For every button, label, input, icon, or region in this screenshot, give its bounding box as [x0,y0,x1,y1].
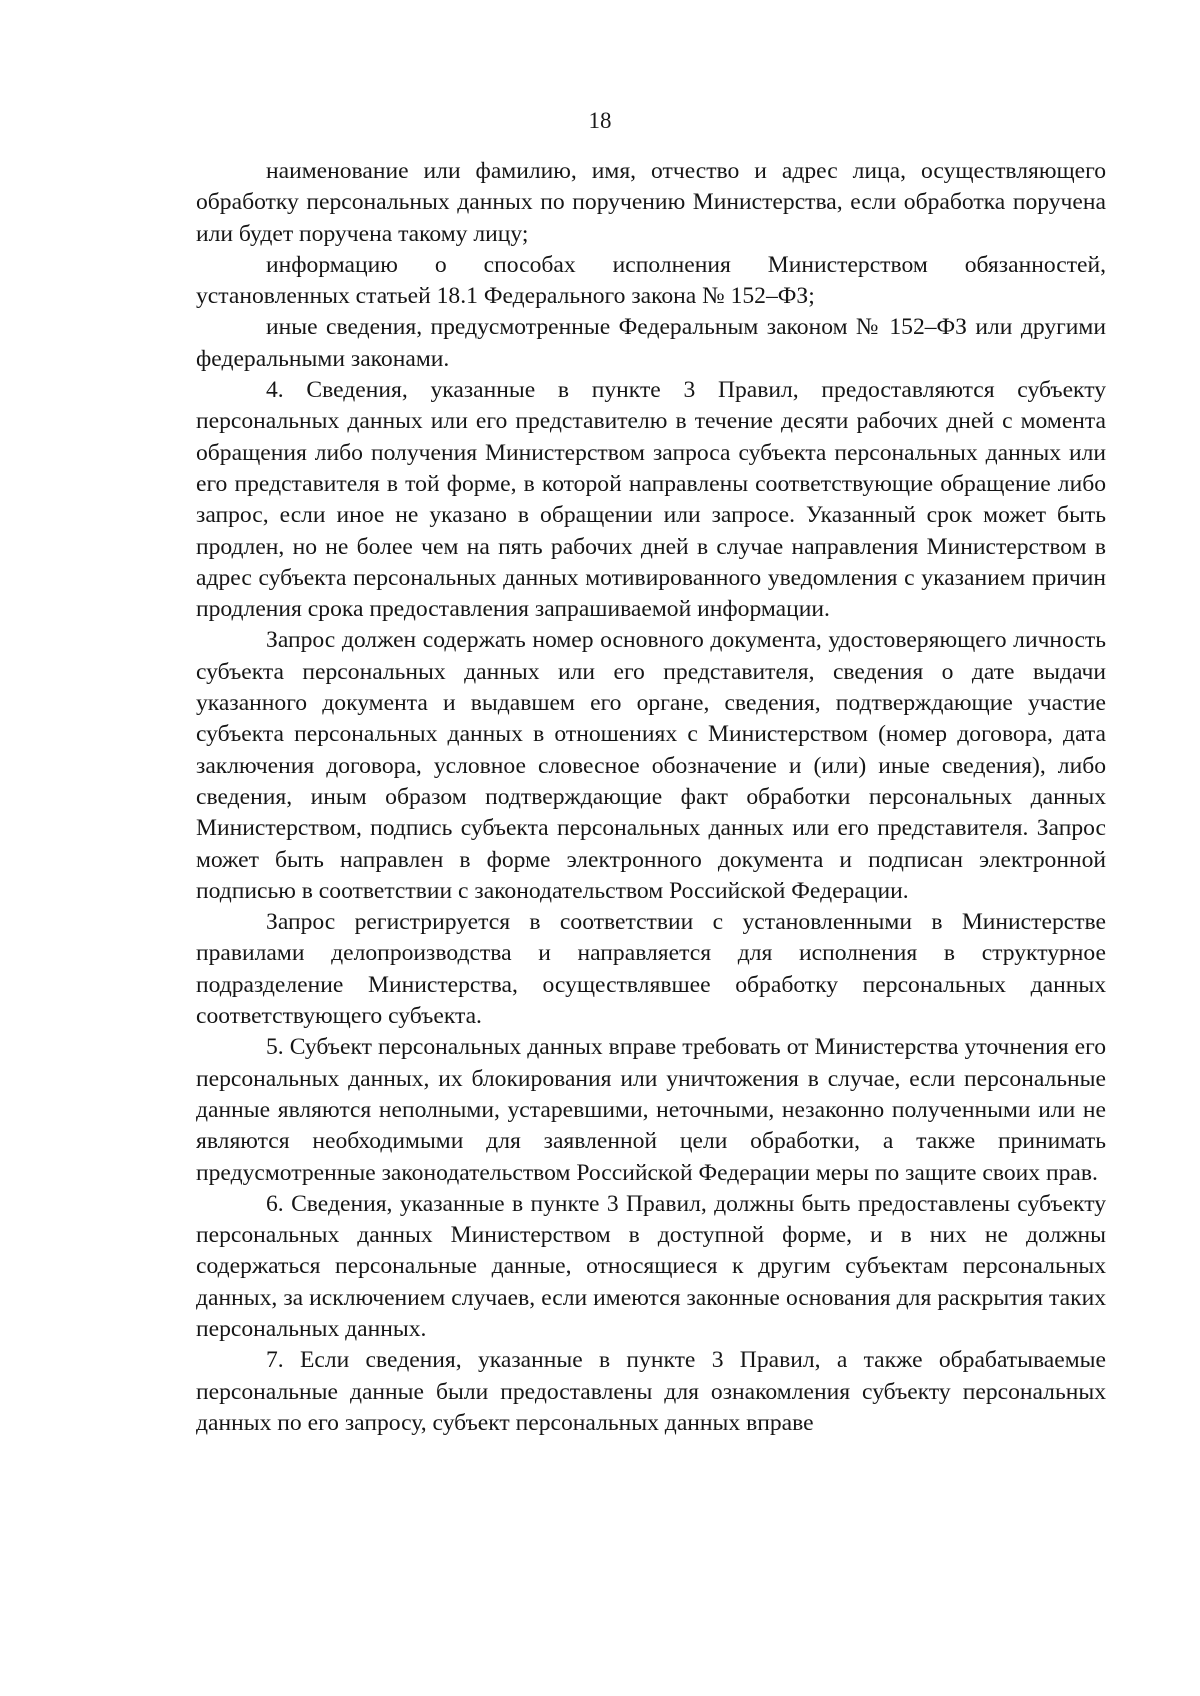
paragraph: иные сведения, предусмотренные Федеральным законом № 152–ФЗ или другими федеральными законами. [196,314,1106,372]
paragraph: Запрос должен содержать номер основного документа, удостоверяющего личность субъекта персональных данных или его представителя, сведения о дате выдачи указанного документа и выдавшем его органе, сведения, подтверждающие участие субъекта персональных данных в отношениях с Министерством (номер договора, дата заключения договора, условное словесное обозначение и (или) иные сведения), либо сведения, иным образом подтверждающие факт обработки персональных данных Министерством, подпись субъекта персональных данных или его представителя. Запрос может быть направлен в форме электронного документа и подписан электронной подписью в соответствии с законодательством Российской Федерации. [196,627,1106,904]
paragraph: наименование или фамилию, имя, отчество и адрес лица, осуществляющего обработку персональных данных по поручению Министерства, если обработка поручена или будет поручена такому лицу; [196,158,1106,247]
paragraph: 6. Сведения, указанные в пункте 3 Правил, должны быть предоставлены субъекту персональных данных Министерством в доступной форме, и в них не должны содержаться персональные данные, относящиеся к другим субъектам персональных данных, за исключением случаев, если имеются законные основания для раскрытия таких персональных данных. [196,1190,1106,1342]
document-body [196,156,1106,1439]
paragraph: 7. Если сведения, указанные в пункте 3 Правил, а также обрабатываемые персональные данные были предоставлены для ознакомления субъекту персональных данных по его запросу, субъект персональных данных вправе [196,1347,1106,1436]
paragraph: 4. Сведения, указанные в пункте 3 Правил, предоставляются субъекту персональных данных или его представителю в течение десяти рабочих дней с момента обращения либо получения Министерством запроса субъекта персональных данных или его представителя в той форме, в которой направлены соответствующие обращение либо запрос, если иное не указано в обращении или запросе. Указанный срок может быть продлен, но не более чем на пять рабочих дней в случае направления Министерством в адрес субъекта персональных данных мотивированного уведомления с указанием причин продления срока предоставления запрашиваемой информации. [196,377,1106,623]
paragraph: информацию о способах исполнения Министерством обязанностей, установленных статьей 18.1 Федерального закона № 152–ФЗ; [196,251,1106,310]
paragraph: Запрос регистрируется в соответствии с установленными в Министерстве правилами делопроизводства и направляется для исполнения в структурное подразделение Министерства, осуществлявшее обработку персональных данных соответствующего субъекта. [196,909,1106,1030]
page-number: 18 [588,108,612,133]
paragraph: 5. Субъект персональных данных вправе требовать от Министерства уточнения его персональных данных, их блокирования или уничтожения в случае, если персональные данные являются неполными, устаревшими, неточными, незаконно полученными или не являются необходимыми для заявленной цели обработки, а также принимать предусмотренные законодательством Российской Федерации меры по защите своих прав. [196,1034,1106,1186]
